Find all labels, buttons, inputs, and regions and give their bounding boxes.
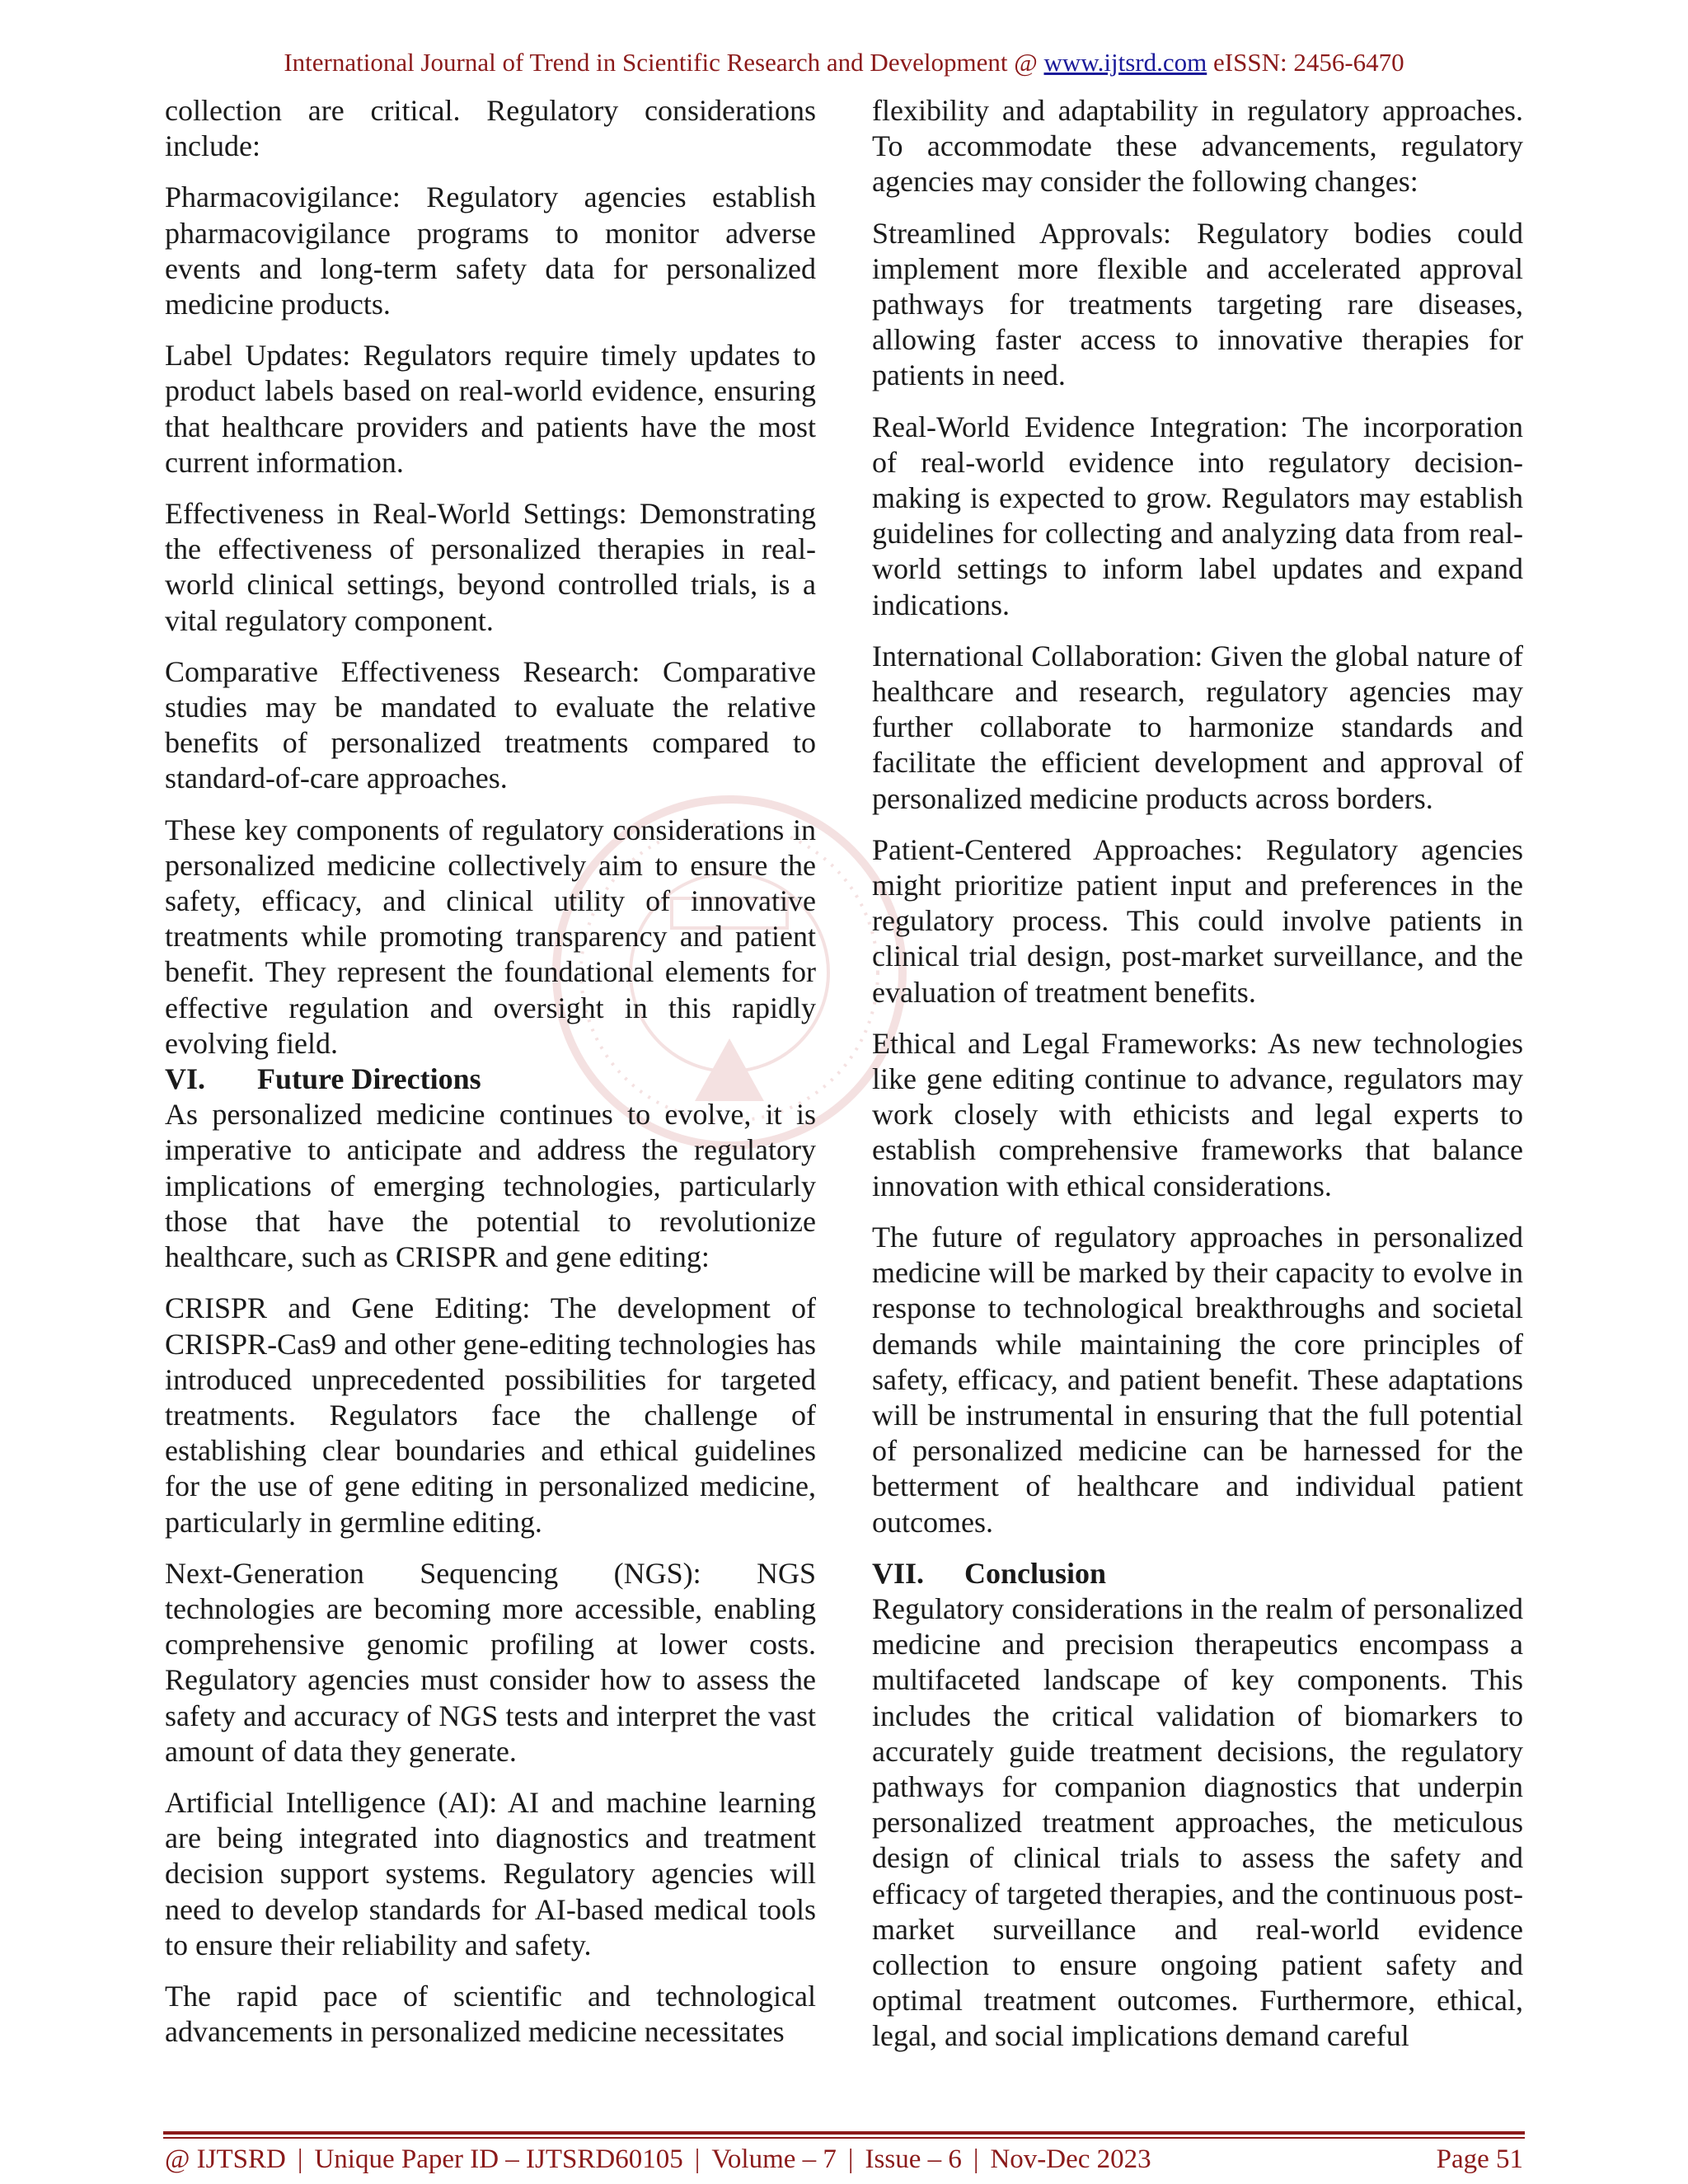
footer-separator: | <box>973 2144 979 2174</box>
paragraph-future-intro: As personalized medicine continues to evolve, it is imperative to anticipate and address the regulatory implications of emerging technologies, particularly those that have the potential to revolutionize healthcare, such as CRISPR and gene editing: <box>165 1098 816 1274</box>
paragraph-ethical-legal: Ethical and Legal Frameworks: As new technologies like gene editing continue to advance, regulators may work closely with ethicists and legal experts to establish comprehensive frameworks that balance innovation with ethical considerations. <box>872 1026 1523 1202</box>
section-title: Future Directions <box>257 1062 481 1096</box>
paragraph-streamlined-approvals: Streamlined Approvals: Regulatory bodies could implement more flexible and accelerated approval pathways for treatments targeting rare diseases, allowing faster access to innovative therapies for patients in need. <box>872 216 1523 392</box>
section-heading-future-directions <box>165 1062 816 1097</box>
journal-website-link[interactable]: www.ijtsrd.com <box>1043 48 1207 77</box>
section-heading-conclusion <box>872 1556 1523 1591</box>
paragraph-pharmacovigilance: Pharmacovigilance: Regulatory agencies establish pharmacovigilance programs to monitor adverse events and long-term safety data for personalized medicine products. <box>165 180 816 321</box>
paragraph-crispr: CRISPR and Gene Editing: The development of CRISPR-Cas9 and other gene-editing technologies has introduced unprecedented possibilities for targeted treatments. Regulators face the challenge of establishing clear boundaries and ethical guidelines for the use of gene editing in personalized medicine, particularly in germline editing. <box>165 1291 816 1539</box>
paragraph-ai: Artificial Intelligence (AI): AI and machine learning are being integrated into diagnostics and treatment decision support systems. Regulatory agencies will need to develop standards for AI-based medical tools to ensure their reliability and safety. <box>165 1785 816 1961</box>
paragraph-summary: These key components of regulatory considerations in personalized medicine collectively aim to ensure the safety, efficacy, and clinical utility of innovative treatments while promoting transparency and patient benefit. They represent the foundational elements for effective regulation and oversight in this rapidly evolving field. <box>165 813 816 1060</box>
paragraph: collection are critical. Regulatory considerations include: <box>165 94 816 163</box>
paragraph-ngs: Next-Generation Sequencing (NGS): NGS technologies are becoming more accessible, enabling comprehensive genomic profiling at lower costs. Regulatory agencies must consider how to assess the safety and accuracy of NGS tests and interpret the vast amount of data they generate. <box>165 1556 816 1768</box>
footer-separator: | <box>847 2144 854 2174</box>
running-header <box>0 48 1688 77</box>
paragraph-flexibility: flexibility and adaptability in regulatory approaches. To accommodate these advancements, regulatory agencies may consider the following changes: <box>872 94 1523 199</box>
paragraph-patient-centered: Patient-Centered Approaches: Regulatory agencies might prioritize patient input and preferences in the regulatory process. This could involve patients in clinical trial design, post-market surveillance, and the evaluation of treatment benefits. <box>872 832 1523 1009</box>
left-column <box>165 93 816 2065</box>
paragraph-future-summary: The future of regulatory approaches in personalized medicine will be marked by their capacity to evolve in response to technological breakthroughs and societal demands while maintaining the core principles of safety, efficacy, and patient benefit. These adaptations will be instrumental in ensuring that the full potential of personalized medicine can be harnessed for the betterment of healthcare and individual patient outcomes. <box>872 1220 1523 1539</box>
right-column <box>872 93 1523 2055</box>
section-number: VII. <box>872 1556 925 1590</box>
page-number: Page 51 <box>1436 2144 1523 2174</box>
footer-volume: Volume – 7 <box>711 2144 837 2174</box>
page-footer <box>165 2141 1523 2177</box>
footer-paper-id: Unique Paper ID – IJTSRD60105 <box>314 2144 683 2174</box>
footer-rule-thin <box>163 2137 1525 2139</box>
paragraph-real-world-effectiveness: Effectiveness in Real-World Settings: Demonstrating the effectiveness of personalized therapies in real-world clinical settings, beyond controlled trials, is a vital regulatory component. <box>165 497 816 637</box>
paragraph-rwe-integration: Real-World Evidence Integration: The incorporation of real-world evidence into regulatory decision-making is expected to grow. Regulators may establish guidelines for collecting and analyzing data from real-world settings to inform label updates and expand indications. <box>872 410 1523 621</box>
paragraph-label-updates: Label Updates: Regulators require timely updates to product labels based on real-world evidence, ensuring that healthcare providers and patients have the most current information. <box>165 339 816 479</box>
journal-name: International Journal of Trend in Scientific Research and Development @ <box>284 48 1044 77</box>
section-title: Conclusion <box>964 1556 1107 1590</box>
paragraph-comparative-effectiveness: Comparative Effectiveness Research: Comparative studies may be mandated to evaluate the relative benefits of personalized treatments compared to standard-of-care approaches. <box>165 654 816 795</box>
footer-date: Nov-Dec 2023 <box>990 2144 1151 2174</box>
footer-separator: | <box>297 2144 303 2174</box>
paragraph-conclusion: Regulatory considerations in the realm of personalized medicine and precision therapeutics encompass a multifaceted landscape of key components. This includes the critical validation of biomarkers to accurately guide treatment decisions, the regulatory pathways for companion diagnostics that underpin personalized treatment approaches, the meticulous design of clinical trials to assess the safety and efficacy of targeted therapies, and the continuous post-market surveillance and real-world evidence collection to ensure ongoing patient safety and optimal treatment outcomes. Furthermore, ethical, legal, and social implications demand careful <box>872 1591 1523 2053</box>
journal-issn: eISSN: 2456-6470 <box>1207 48 1404 77</box>
footer-rule <box>163 2131 1525 2135</box>
section-number: VI. <box>165 1062 206 1096</box>
paragraph-rapid-pace: The rapid pace of scientific and technological advancements in personalized medicine necessitates <box>165 1979 816 2049</box>
footer-publisher: @ IJTSRD <box>165 2144 286 2174</box>
footer-separator: | <box>694 2144 701 2174</box>
paragraph-international-collaboration: International Collaboration: Given the global nature of healthcare and research, regulatory agencies may further collaborate to harmonize standards and facilitate the efficient development and approval of personalized medicine products across borders. <box>872 639 1523 815</box>
footer-issue: Issue – 6 <box>865 2144 962 2174</box>
